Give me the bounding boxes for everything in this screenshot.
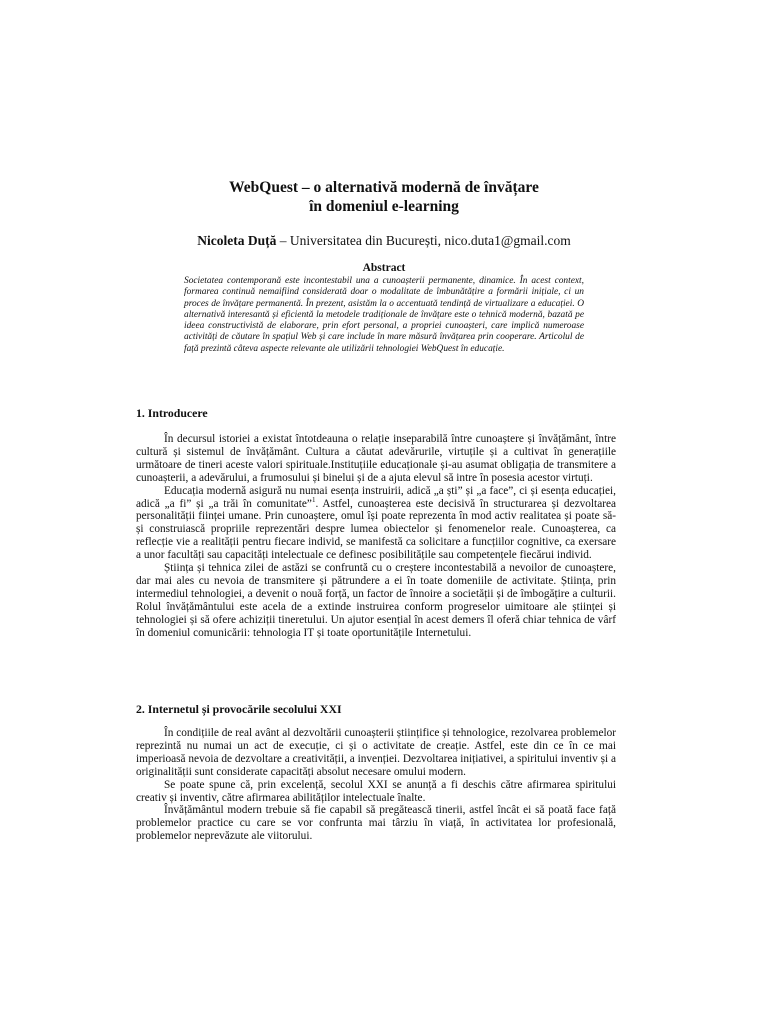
footnote-marker: 1 bbox=[311, 495, 316, 504]
paragraph: Se poate spune că, prin excelență, secolul XXI se anunță a fi deschis către afirmarea spiritului creativ și inventiv, către afirmarea abilităților intelectuale înalte. bbox=[136, 778, 616, 804]
section-heading-introduction: 1. Introducere bbox=[136, 406, 208, 420]
section-body-introduction bbox=[136, 433, 616, 640]
author-line bbox=[0, 232, 768, 249]
paragraph-text: Educația modernă asigură nu numai esența instruirii, adică „a ști” și „a face”, ci și esența educației, adică „a fi” și „a trăi în comunitate” bbox=[136, 484, 616, 510]
author-affiliation: – Universitatea din București, nico.duta1@gmail.com bbox=[276, 233, 571, 248]
abstract-heading: Abstract bbox=[362, 262, 406, 274]
paragraph bbox=[136, 485, 616, 562]
paragraph: Știința și tehnica zilei de astăzi se confruntă cu o creștere incontestabilă a nevoilor de cunoaștere, dar mai ales cu nevoia de transmitere și pătrundere a ei în toate domeniile de activitate. Știința, prin intermediul tehnologiei, a devenit o nouă forță, un factor de înnoire a societății și de îmbogățire a culturii. Rolul învățământului este acela de a extinde instruirea conform progreselor uimitoare ale științei și tehnologiei și să ofere achiziții tineretului. Un ajutor esențial în acest demers îl oferă chiar tehnica de vârf în domeniul comunicării: tehnologia IT și toate oportunitățile Internetului. bbox=[136, 562, 616, 639]
paragraph: Învățământul modern trebuie să fie capabil să pregătească tinerii, astfel încât ei să poată face față problemelor practice cu care se vor confrunta mai târziu în viață, în activitatea lor profesională, problemelor neprevăzute ale viitorului. bbox=[136, 804, 616, 843]
author-name: Nicoleta Duță bbox=[197, 233, 277, 248]
paper-title-line-1: WebQuest – o alternativă modernă de învățare bbox=[229, 179, 539, 196]
section-body-internet bbox=[136, 727, 616, 843]
paragraph: În decursul istoriei a existat întotdeauna o relație inseparabilă între cunoaștere și învățământ, între cultură și sistemul de învățământ. Cultura a căutat adevărurile, virtuțile și a cultivat în generațiile următoare de tineri aceste valori spirituale.Instituțiile educaționale și-au asumat obligația de transmitere a cunoașterii, a adevărului, a frumosului și binelui și de a ajuta elevul să intre în posesia acestor virtuți. bbox=[136, 433, 616, 484]
paragraph: În condițiile de real avânt al dezvoltării cunoașterii științifice și tehnologice, rezolvarea problemelor reprezintă nu numai un act de execuție, ci și o activitate de creație. Astfel, este din ce în ce mai imperioasă nevoia de dezvoltare a creativității, a invenției. Dezvoltarea inițiativei, a spiritului inventiv și a originalității sunt considerate capacități absolut necesare omului modern. bbox=[136, 727, 617, 778]
paper-title-line-2: în domeniul e-learning bbox=[309, 198, 459, 215]
section-heading-internet: 2. Internetul și provocările secolului XXI bbox=[136, 702, 342, 716]
abstract-text: Societatea contemporană este incontestabil una a cunoașterii permanente, dinamice. În acest context, formarea continuă nemaifiind considerată doar o modalitate de îmbunătățire a formării inițiale, ci un proces de învățare permanentă. În prezent, asistăm la o accentuată tendință de virtualizare a educației. O alternativă interesantă și eficientă la metodele tradiționale de învățare este o tehnică modernă, bazată pe ideea constructivistă de elaborare, prin efort personal, a propriei cunoașteri, care implică numeroase activități de căutare în spațiul Web și care include în mare măsură învățarea prin cooperare. Articolul de față prezintă câteva aspecte relevante ale utilizării tehnologiei WebQuest în educație. bbox=[184, 276, 584, 354]
paragraph-text: . Astfel, cunoașterea este decisivă în structurarea și dezvoltarea personalității ființei umane. Prin cunoaștere, omul își poate reprezenta în mod activ realitatea și poate să-și construiască propriile reprezentări despre lumea obiectelor și fenomenelor reale. Cunoașterea, ca reflecție vie a realității pentru fiecare individ, se manifestă ca solicitare a funcțiilor cognitive, ca exersare a unor facultăți sau capacități intelectuale ce definesc posibilitățile sau competențele fiecărui individ. bbox=[136, 497, 616, 562]
